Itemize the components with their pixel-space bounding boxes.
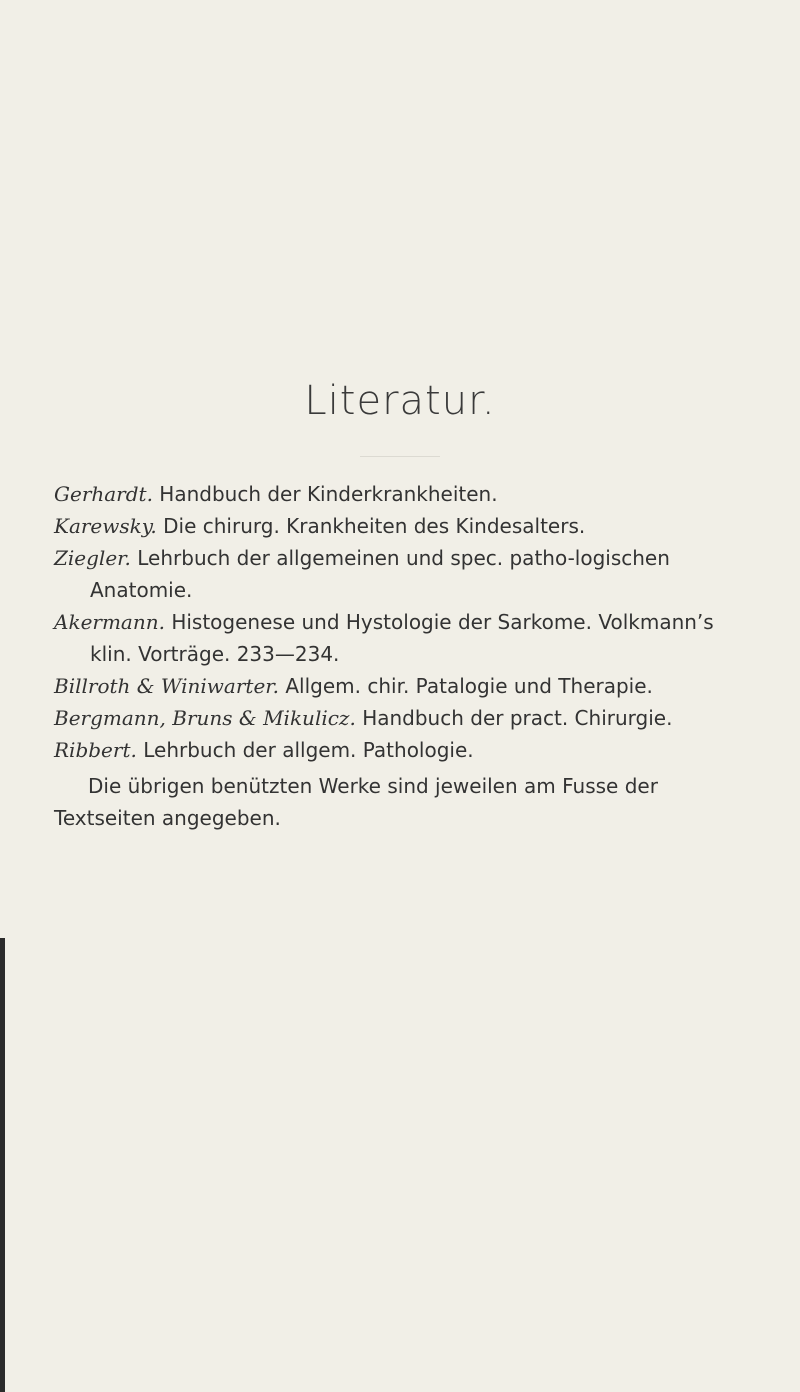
bibliography-list <box>54 478 754 766</box>
entry-author: Billroth & Winiwarter. <box>54 674 279 698</box>
entry-author: Ribbert. <box>54 738 137 762</box>
entry-text: Handbuch der Kinderkrankheiten. <box>159 482 498 506</box>
title-divider <box>360 456 440 457</box>
bibliography-entry <box>54 734 754 766</box>
bibliography-entry <box>54 478 754 510</box>
entry-author: Karewsky. <box>54 514 157 538</box>
page-title: Literatur. <box>304 378 496 424</box>
entry-text: Lehrbuch der allgemeinen und spec. patho-logischen Anatomie. <box>90 546 670 602</box>
entry-text: Allgem. chir. Patalogie und Therapie. <box>285 674 653 698</box>
closing-note: Die übrigen benützten Werke sind jeweilen am Fusse der Textseiten angegeben. <box>54 774 658 830</box>
entry-author: Bergmann, Bruns & Mikulicz. <box>54 706 356 730</box>
bibliography-entry <box>54 670 754 702</box>
entry-author: Gerhardt. <box>54 482 153 506</box>
entry-author: Ziegler. <box>54 546 131 570</box>
entry-text: Die chirurg. Krankheiten des Kindesalters. <box>163 514 586 538</box>
entry-text: Handbuch der pract. Chirurgie. <box>362 706 673 730</box>
bibliography-entry <box>54 606 754 670</box>
bibliography-entry <box>54 702 754 734</box>
page-edge-shadow <box>0 938 5 1392</box>
bibliography-entry <box>54 542 754 606</box>
entry-text: Lehrbuch der allgem. Pathologie. <box>143 738 474 762</box>
entry-author: Akermann. <box>54 610 165 634</box>
bibliography-entry <box>54 510 754 542</box>
entry-text: Histogenese und Hystologie der Sarkome. Volkmann’s klin. Vorträge. 233—234. <box>90 610 714 666</box>
